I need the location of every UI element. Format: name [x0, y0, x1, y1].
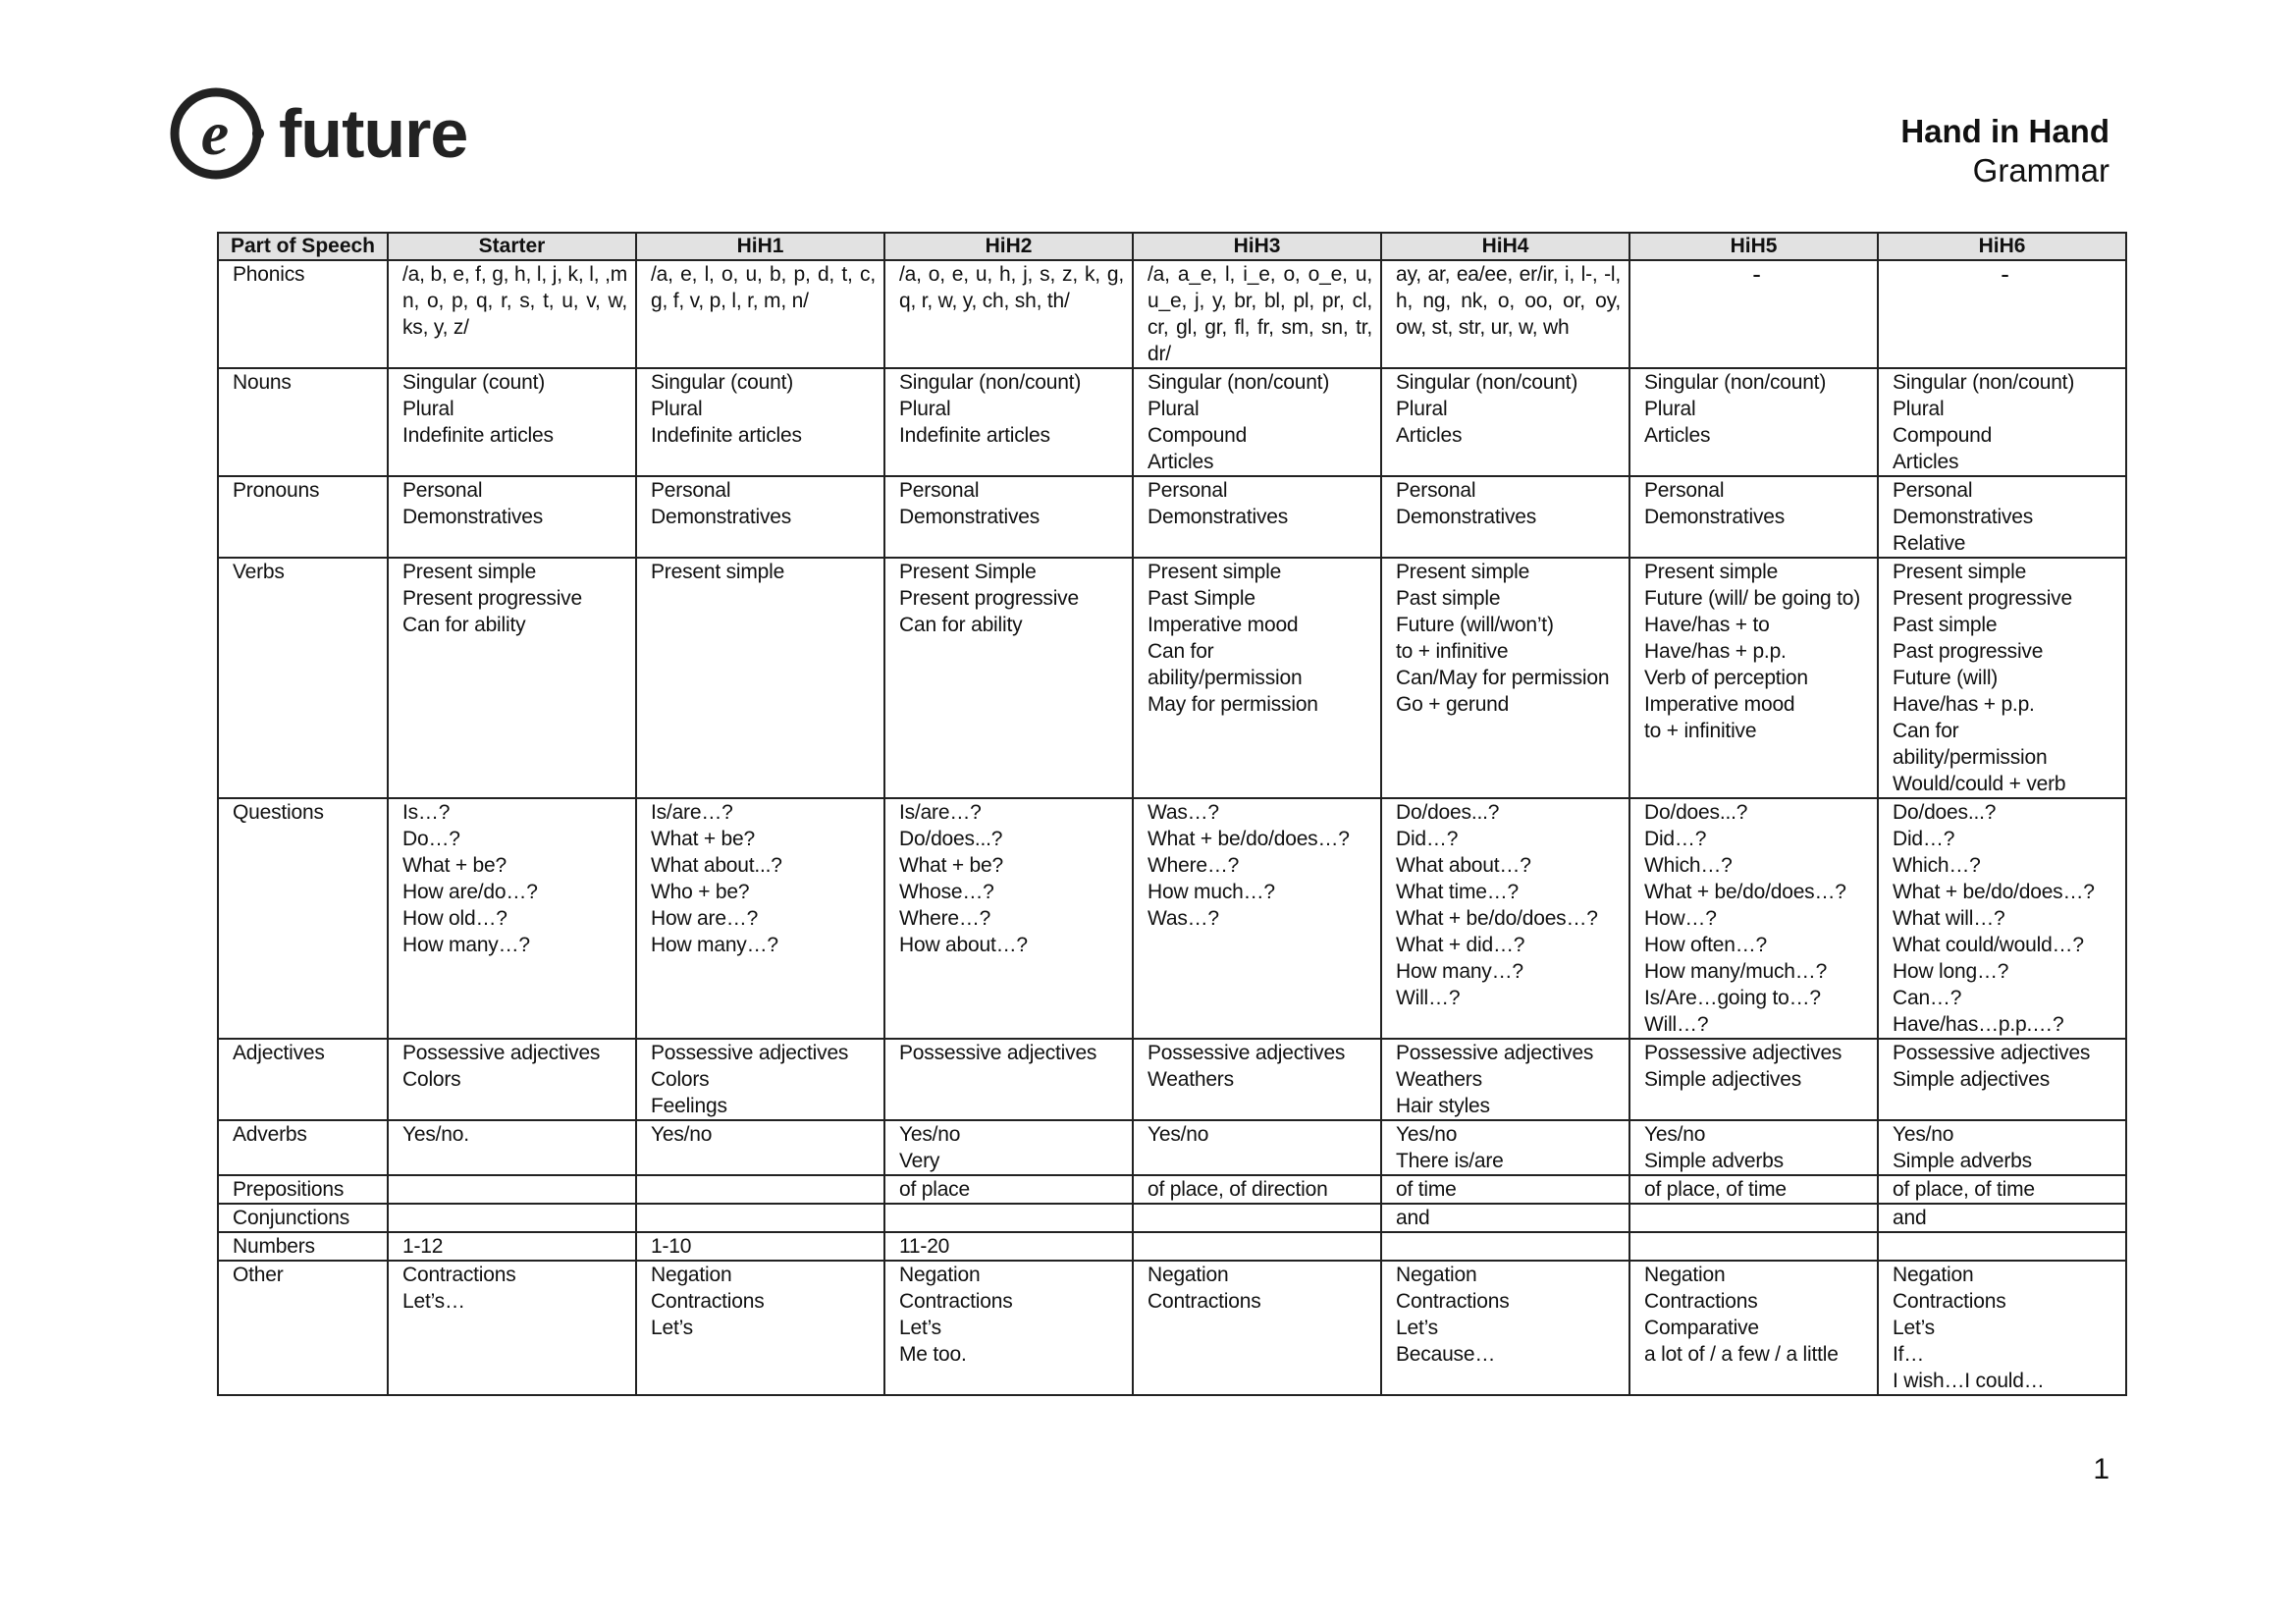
table-cell: of place, of time [1878, 1175, 2126, 1204]
table-row [218, 1204, 2126, 1232]
row-label: Adverbs [218, 1120, 388, 1175]
row-label: Other [218, 1261, 388, 1395]
grammar-table [217, 232, 2127, 1396]
table-cell: Is/are…? Do/does...? What + be? Whose…? Where…? How about…? [884, 798, 1133, 1039]
table-cell [1629, 1204, 1878, 1232]
table-header-row [218, 233, 2126, 260]
table-row [218, 1039, 2126, 1120]
column-header: Part of Speech [218, 233, 388, 260]
efuture-logo [169, 84, 467, 183]
table-cell: /a, b, e, f, g, h, l, j, k, l, ,m n, o, p, q, r, s, t, u, v, w, ks, y, z/ [388, 260, 636, 368]
column-header: HiH6 [1878, 233, 2126, 260]
efuture-logo-icon [169, 84, 267, 183]
table-row [218, 368, 2126, 476]
table-cell: Yes/no [636, 1120, 884, 1175]
table-cell: Negation Contractions Let’s If… I wish…I could… [1878, 1261, 2126, 1395]
table-row [218, 260, 2126, 368]
table-cell: Present simple Future (will/ be going to) Have/has + to Have/has + p.p. Verb of perception Imperative mood to + infinitive [1629, 558, 1878, 798]
table-cell [1133, 1204, 1381, 1232]
table-cell: Possessive adjectives [884, 1039, 1133, 1120]
table-cell: Present simple Present progressive Past simple Past progressive Future (will) Have/has + p.p. Can for ability/permission Would/could + verb [1878, 558, 2126, 798]
table-row [218, 1261, 2126, 1395]
table-row [218, 1175, 2126, 1204]
column-header: HiH2 [884, 233, 1133, 260]
document-title-block [1900, 112, 2109, 190]
table-cell: Do/does...? Did…? What about…? What time…? What + be/do/does…? What + did…? How many…? Will…? [1381, 798, 1629, 1039]
table-cell: 11-20 [884, 1232, 1133, 1261]
table-cell: Singular (non/count) Plural Compound Articles [1133, 368, 1381, 476]
column-header: HiH3 [1133, 233, 1381, 260]
table-cell: Present simple [636, 558, 884, 798]
table-cell: Personal Demonstratives Relative [1878, 476, 2126, 558]
table-cell: Personal Demonstratives [1629, 476, 1878, 558]
row-label: Nouns [218, 368, 388, 476]
table-cell: 1-12 [388, 1232, 636, 1261]
table-cell: Negation Contractions Comparative a lot of / a few / a little [1629, 1261, 1878, 1395]
document-title: Hand in Hand [1900, 113, 2109, 149]
row-label: Questions [218, 798, 388, 1039]
table-cell [388, 1204, 636, 1232]
table-cell: Is/are…? What + be? What about...? Who + be? How are…? How many…? [636, 798, 884, 1039]
table-cell: of place, of direction [1133, 1175, 1381, 1204]
table-row [218, 558, 2126, 798]
table-cell: Present simple Past Simple Imperative mood Can for ability/permission May for permission [1133, 558, 1381, 798]
row-label: Phonics [218, 260, 388, 368]
table-cell: Personal Demonstratives [1133, 476, 1381, 558]
table-cell: Negation Contractions [1133, 1261, 1381, 1395]
table-cell: of place [884, 1175, 1133, 1204]
table-cell: Personal Demonstratives [636, 476, 884, 558]
table-cell: Yes/no Very [884, 1120, 1133, 1175]
table-cell: /a, a_e, l, i_e, o, o_e, u, u_e, j, y, br, bl, pl, pr, cl, cr, gl, gr, fl, fr, sm, sn, tr, dr/ [1133, 260, 1381, 368]
table-cell: 1-10 [636, 1232, 884, 1261]
row-label: Prepositions [218, 1175, 388, 1204]
table-cell: Possessive adjectives Colors [388, 1039, 636, 1120]
table-cell: Singular (non/count) Plural Indefinite articles [884, 368, 1133, 476]
table-cell: Yes/no [1133, 1120, 1381, 1175]
table-cell: Singular (count) Plural Indefinite articles [636, 368, 884, 476]
table-cell: Possessive adjectives Colors Feelings [636, 1039, 884, 1120]
table-cell: Personal Demonstratives [1381, 476, 1629, 558]
row-label: Numbers [218, 1232, 388, 1261]
table-cell: Is…? Do…? What + be? How are/do…? How old…? How many…? [388, 798, 636, 1039]
table-cell [636, 1204, 884, 1232]
table-cell: Singular (non/count) Plural Compound Articles [1878, 368, 2126, 476]
table-cell [1133, 1232, 1381, 1261]
table-cell: of time [1381, 1175, 1629, 1204]
column-header: Starter [388, 233, 636, 260]
table-cell: Possessive adjectives Simple adjectives [1878, 1039, 2126, 1120]
table-cell: Present simple Past simple Future (will/won’t) to + infinitive Can/May for permission Go + gerund [1381, 558, 1629, 798]
table-cell [1878, 1232, 2126, 1261]
column-header: HiH5 [1629, 233, 1878, 260]
table-cell [636, 1175, 884, 1204]
column-header: HiH1 [636, 233, 884, 260]
table-row [218, 798, 2126, 1039]
table-cell: Negation Contractions Let’s [636, 1261, 884, 1395]
table-cell: Personal Demonstratives [884, 476, 1133, 558]
table-cell [884, 1204, 1133, 1232]
table-cell: Personal Demonstratives [388, 476, 636, 558]
row-label: Pronouns [218, 476, 388, 558]
table-cell: Do/does...? Did…? Which…? What + be/do/does…? How…? How often…? How many/much…? Is/Are…going to…? Will…? [1629, 798, 1878, 1039]
table-body [218, 260, 2126, 1395]
table-cell: Present Simple Present progressive Can for ability [884, 558, 1133, 798]
table-cell: Contractions Let’s… [388, 1261, 636, 1395]
table-cell: Singular (count) Plural Indefinite articles [388, 368, 636, 476]
table-cell: /a, o, e, u, h, j, s, z, k, g, q, r, w, y, ch, sh, th/ [884, 260, 1133, 368]
table-cell: Yes/no Simple adverbs [1629, 1120, 1878, 1175]
table-cell [1381, 1232, 1629, 1261]
table-cell: Singular (non/count) Plural Articles [1629, 368, 1878, 476]
column-header: HiH4 [1381, 233, 1629, 260]
table-cell: Present simple Present progressive Can for ability [388, 558, 636, 798]
table-cell: and [1878, 1204, 2126, 1232]
table-row [218, 1120, 2126, 1175]
table-cell [388, 1175, 636, 1204]
row-label: Adjectives [218, 1039, 388, 1120]
table-cell: Yes/no There is/are [1381, 1120, 1629, 1175]
table-cell: - [1878, 260, 2126, 368]
document-subtitle: Grammar [1972, 152, 2109, 189]
table-cell: Yes/no Simple adverbs [1878, 1120, 2126, 1175]
table-cell: and [1381, 1204, 1629, 1232]
table-cell: ay, ar, ea/ee, er/ir, i, l-, -l, h, ng, nk, o, oo, or, oy, ow, st, str, ur, w, wh [1381, 260, 1629, 368]
table-cell: Was…? What + be/do/does…? Where…? How much…? Was…? [1133, 798, 1381, 1039]
table-cell: Negation Contractions Let’s Because… [1381, 1261, 1629, 1395]
table-cell: Do/does...? Did…? Which…? What + be/do/does…? What will…? What could/would…? How long…? Can…? Have/has…p.p.…? [1878, 798, 2126, 1039]
table-cell: - [1629, 260, 1878, 368]
row-label: Verbs [218, 558, 388, 798]
table-cell: Possessive adjectives Weathers [1133, 1039, 1381, 1120]
table-cell: Possessive adjectives Weathers Hair styles [1381, 1039, 1629, 1120]
table-row [218, 1232, 2126, 1261]
table-cell: Yes/no. [388, 1120, 636, 1175]
table-cell: Possessive adjectives Simple adjectives [1629, 1039, 1878, 1120]
logo-letter: e [200, 98, 230, 168]
table-cell: of place, of time [1629, 1175, 1878, 1204]
table-cell: Singular (non/count) Plural Articles [1381, 368, 1629, 476]
page-number: 1 [2093, 1453, 2109, 1485]
logo-wordmark: future [279, 95, 468, 172]
row-label: Conjunctions [218, 1204, 388, 1232]
table-row [218, 476, 2126, 558]
table-cell [1629, 1232, 1878, 1261]
table-cell: Negation Contractions Let’s Me too. [884, 1261, 1133, 1395]
table-cell: /a, e, l, o, u, b, p, d, t, c, g, f, v, p, l, r, m, n/ [636, 260, 884, 368]
